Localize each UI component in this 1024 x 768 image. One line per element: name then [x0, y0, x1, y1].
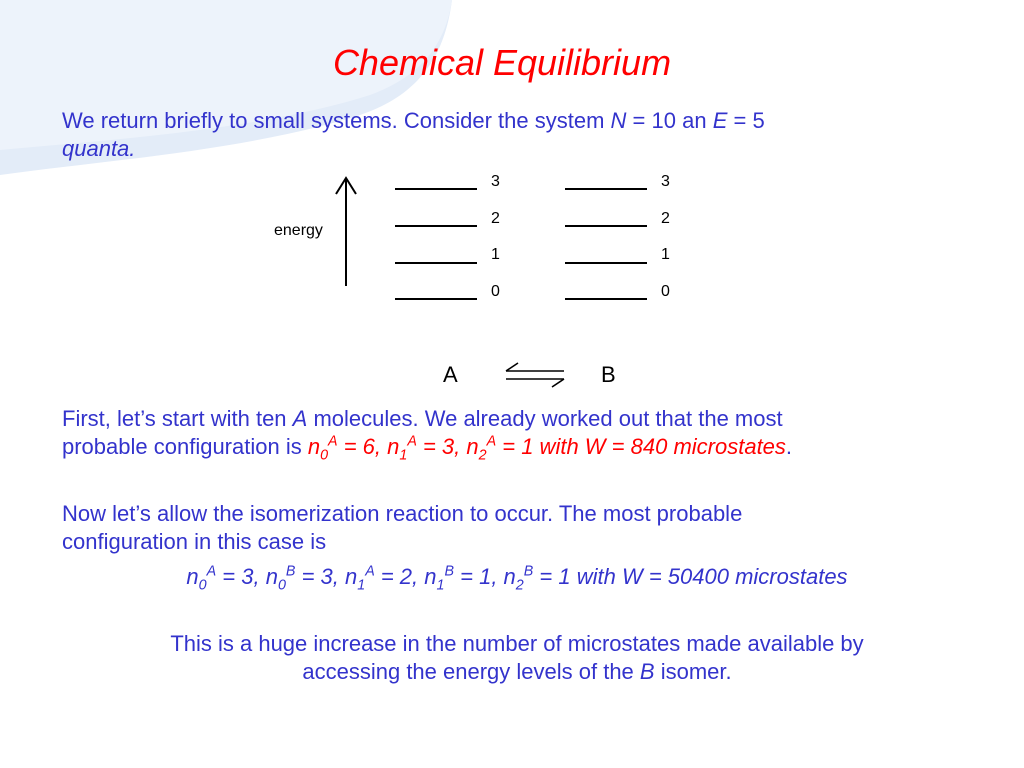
- cfg-sub: 2: [515, 577, 524, 594]
- eq-part: = 1 with W = 840 microstates: [496, 434, 786, 459]
- equilibrium-config: [0, 563, 1024, 594]
- energy-up-arrow-icon: [335, 174, 359, 290]
- first-period: .: [785, 434, 793, 459]
- level-label-A0: 0: [491, 283, 500, 300]
- huge-line-1: This is a huge increase in the number of microstates made available by: [170, 631, 864, 656]
- cfg-sup: B: [444, 563, 455, 580]
- cfg-part: = 2, n: [374, 564, 437, 589]
- cfg-n: n: [186, 564, 199, 589]
- intro-text-3: = 5: [727, 108, 765, 133]
- most-probable-A-config: [307, 433, 786, 464]
- cfg-part: = 3, n: [295, 564, 358, 589]
- species-A-label: A: [443, 362, 458, 387]
- cfg-sub: 0: [198, 577, 207, 594]
- eq-sup: A: [486, 433, 497, 450]
- eq-sub: 2: [478, 447, 487, 464]
- huge-line-2a: accessing the energy levels of the: [302, 659, 640, 684]
- eq-sup: A: [328, 433, 338, 450]
- symbol-B: B: [639, 659, 655, 684]
- eq-sub: 1: [399, 447, 408, 464]
- level-line-B1: [565, 262, 647, 264]
- eq-part: = 3, n: [416, 434, 479, 459]
- level-line-A3: [395, 188, 477, 190]
- level-label-A1: 1: [491, 246, 500, 263]
- eq-sub: 0: [320, 447, 329, 464]
- cfg-sub: 1: [436, 577, 445, 594]
- conclusion-paragraph: [0, 630, 1024, 686]
- cfg-sup: A: [365, 563, 375, 580]
- intro-text: We return briefly to small systems. Consider the system: [62, 108, 611, 133]
- cfg-sup: A: [206, 563, 217, 580]
- level-line-A2: [395, 225, 477, 227]
- energy-axis-label: energy: [274, 222, 323, 239]
- cfg-part: = 3, n: [216, 564, 278, 589]
- level-label-B3: 3: [661, 173, 670, 190]
- cfg-sup: B: [285, 563, 296, 580]
- level-label-B1: 1: [661, 246, 670, 263]
- cfg-part: = 1, n: [454, 564, 516, 589]
- cfg-part: = 1 with W = 50400 microstates: [533, 564, 848, 589]
- cfg-sub: 0: [277, 577, 286, 594]
- cfg-sub: 1: [357, 577, 366, 594]
- level-label-B0: 0: [661, 283, 670, 300]
- level-label-A3: 3: [491, 173, 500, 190]
- eq-n: n: [307, 434, 321, 459]
- first-text-3: probable configuration is: [62, 434, 308, 459]
- level-line-A1: [395, 262, 477, 264]
- huge-line-2b: isomer.: [654, 659, 732, 684]
- level-label-B2: 2: [661, 210, 670, 227]
- eq-sup: A: [407, 433, 417, 450]
- level-line-B0: [565, 298, 647, 300]
- eq-part: = 6, n: [337, 434, 400, 459]
- now-paragraph: [62, 500, 962, 556]
- symbol-A: A: [292, 406, 308, 431]
- cfg-sup: B: [523, 563, 534, 580]
- symbol-N: N: [610, 108, 627, 133]
- slide-title: Chemical Equilibrium: [332, 42, 672, 83]
- level-line-A0: [395, 298, 477, 300]
- symbol-E: E: [712, 108, 728, 133]
- first-paragraph: [62, 405, 962, 464]
- now-line-1: Now let’s allow the isomerization reaction to occur. The most probable: [62, 501, 743, 526]
- now-line-2: configuration in this case is: [62, 529, 327, 554]
- quanta-word: quanta.: [62, 136, 136, 161]
- species-B-label: B: [601, 362, 616, 387]
- level-line-B2: [565, 225, 647, 227]
- level-label-A2: 2: [491, 210, 500, 227]
- first-text-2: molecules. We already worked out that the most: [307, 406, 783, 431]
- first-text-1: First, let’s start with ten: [62, 406, 293, 431]
- level-line-B3: [565, 188, 647, 190]
- equilibrium-arrows-icon: [500, 360, 570, 388]
- intro-text-2: = 10 an: [626, 108, 713, 133]
